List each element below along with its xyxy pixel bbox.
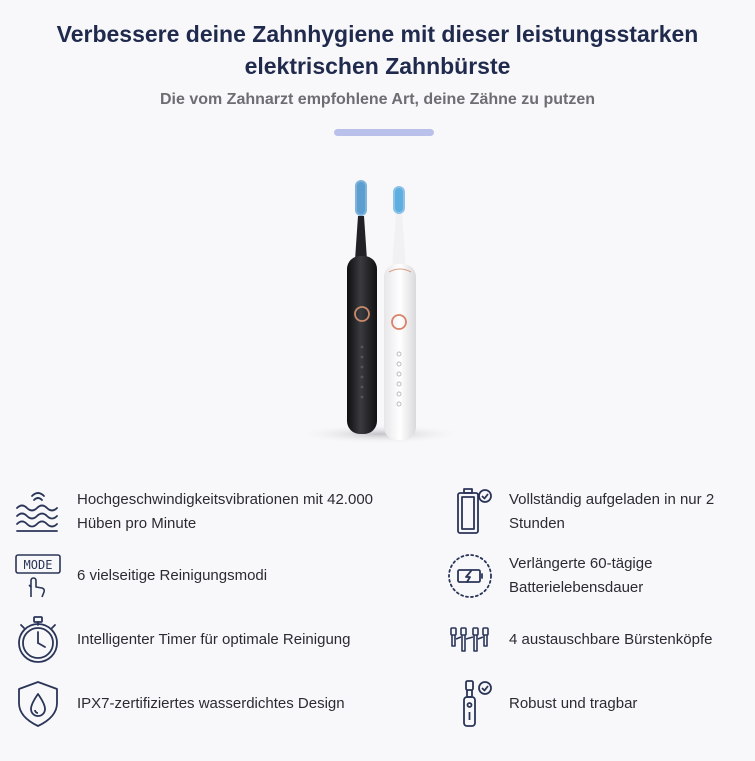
toothbrush-product-image (285, 172, 475, 452)
page-subtitle: Die vom Zahnarzt empfohlene Art, deine Zähne zu putzen (159, 91, 595, 108)
feature-text: IPX7-zertifiziertes wasserdichtes Design (77, 695, 345, 712)
feature-item (445, 615, 749, 665)
feature-text: Hochgeschwindigkeitsvibrationen mit 42.000 Hüben pro Minute (77, 491, 374, 532)
feature-text: Verlängerte 60-tägige Batterielebensdauer (509, 555, 653, 596)
feature-item (13, 679, 417, 729)
feature-item (13, 551, 417, 601)
mode-button-icon (13, 551, 63, 601)
feature-text: Intelligenter Timer für optimale Reinigung (77, 631, 351, 648)
water-drop-shield-icon (13, 679, 63, 729)
battery-charge-icon (445, 551, 495, 601)
feature-text: 4 austauschbare Bürstenköpfe (509, 631, 713, 648)
stopwatch-icon (13, 615, 63, 665)
feature-text: Vollständig aufgeladen in nur 2 Stunden (509, 491, 715, 532)
feature-item (445, 551, 749, 601)
brush-heads-icon (445, 615, 495, 665)
feature-text: Robust und tragbar (509, 695, 638, 712)
vibration-waves-icon (13, 487, 63, 537)
feature-item (13, 615, 417, 665)
feature-item (445, 487, 749, 537)
battery-check-icon (445, 487, 495, 537)
title-line-2: elektrischen Zahnbürste (244, 53, 511, 79)
title-line-1: Verbessere deine Zahnhygiene mit dieser leistungsstarken (56, 21, 699, 47)
page-title (0, 18, 755, 82)
toothbrush-check-icon (445, 679, 495, 729)
feature-item (445, 679, 749, 729)
feature-item (13, 487, 417, 537)
feature-text: 6 vielseitige Reinigungsmodi (77, 567, 268, 584)
accent-divider (334, 129, 434, 136)
mode-icon-label: MODE (23, 558, 53, 572)
